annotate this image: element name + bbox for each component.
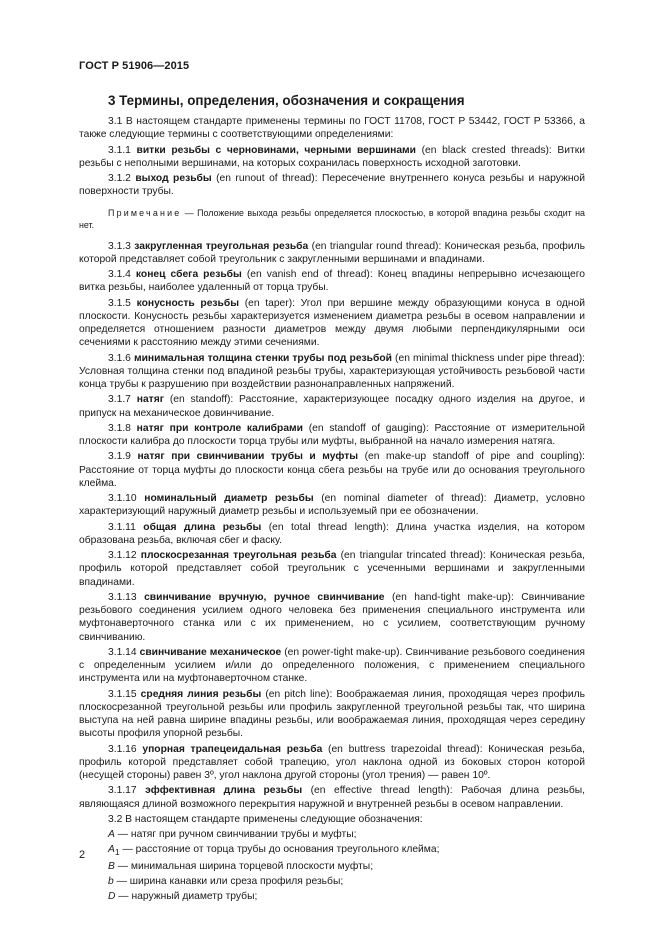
term-name: конец сбега резьбы	[135, 269, 242, 280]
term-number: 3.1.7	[108, 394, 137, 406]
term-entry	[79, 492, 585, 519]
term-definition: (en taper): Угол при вершине между образующими конуса в одной плоскости. Конусность резьбы характеризуется изменением диаметра резьбы в осевом направлении и определяется отношением разности диаметров между двумя любыми перпендикулярными оси сечениями к расстоянию между этими сечениями.	[79, 297, 585, 349]
term-number: 3.1.9	[108, 451, 138, 463]
term-number: 3.1.8	[108, 422, 137, 434]
term-name: витки резьбы с черновинами, черными вершинами	[136, 144, 417, 156]
term-name: средняя линия резьбы	[140, 688, 262, 700]
term-definition: (en nominal diameter of thread): Диаметр, условно характеризующий наружный диаметр резьбы и используемый при ее обозначении.	[79, 493, 585, 518]
term-number: 3.1.13	[108, 591, 145, 603]
note-label: Примечание	[108, 207, 182, 218]
term-definition: (en standoff): Расстояние, характеризующее посадку одного изделия на другое, и припуск на механическое довинчивание.	[79, 394, 585, 419]
term-number: 3.1.11	[108, 521, 144, 533]
term-entry	[79, 549, 585, 589]
terms-group-b	[79, 240, 585, 811]
symbol-description: — минимальная ширина торцевой плоскости муфты;	[114, 861, 374, 873]
symbol-description: — натяг при ручном свинчивании трубы и муфты;	[114, 829, 357, 840]
term-definition: (en make-up standoff of pipe and coupling): Расстояние от торца муфты до плоскости конца сбега резьбы на трубе или до основания треугольного клейма.	[79, 451, 585, 489]
term-number: 3.1.16	[108, 743, 143, 755]
term-name: натяг при контроле калибрами	[136, 422, 304, 434]
term-entry	[79, 352, 585, 392]
term-name: общая длина резьбы	[143, 521, 262, 533]
term-number: 3.1.5	[108, 297, 137, 309]
term-name: свинчивание механическое	[139, 646, 282, 658]
terms-group-a	[79, 144, 585, 199]
term-number: 3.1.4	[108, 269, 136, 280]
term-name: номинальный диаметр резьбы	[144, 493, 314, 504]
term-name: натяг	[136, 394, 165, 406]
term-entry	[79, 591, 585, 644]
term-entry	[79, 240, 585, 267]
term-name: минимальная толщина стенки трубы под резьбой	[133, 352, 392, 364]
intro-paragraph: 3.1 В настоящем стандарте применены термины по ГОСТ 11708, ГОСТ Р 53442, ГОСТ Р 53366, а также следующие термины с соответствующими определениями:	[79, 116, 585, 141]
term-name: закругленная треугольная резьба	[134, 240, 309, 252]
term-number: 3.1.14	[108, 646, 140, 658]
symbol-description: — расстояние от торца трубы до основания треугольного клейма;	[119, 843, 440, 855]
symbol-letter: b	[108, 875, 114, 887]
term-name: натяг при свинчивании трубы и муфты	[137, 451, 359, 463]
term-name: свинчивание вручную, ручное свинчивание	[144, 591, 385, 603]
term-number: 3.1.3	[108, 240, 135, 252]
term-number: 3.1.17	[108, 785, 146, 797]
term-number: 3.1.1	[108, 144, 137, 156]
note-paragraph	[79, 207, 585, 231]
term-name: конусность резьбы	[136, 297, 240, 309]
term-definition: (en vanish end of thread): Конец впадины непрерывно исчезающего витка резьбы, наиболее удаленный от торца трубы.	[79, 269, 585, 294]
term-definition: (en minimal thickness under pipe thread): Условная толщина стенки под впадиной резьбы трубы, характеризующая устойчивость резьбовой части конца трубы к разрушению при воздействии разнонаправленных напряжений.	[79, 352, 585, 390]
term-number: 3.1.10	[108, 493, 145, 504]
term-entry	[79, 521, 585, 548]
term-definition: (en triangular round thread): Коническая резьба, профиль которой представляет собой треугольник с закругленными вершинами и впадинами.	[79, 240, 586, 265]
term-number: 3.1.15	[108, 688, 141, 700]
note-text: — Положение выхода резьбы определяется плоскостью, в которой впадина резьбы сходит на нет.	[79, 207, 585, 230]
symbol-item	[79, 875, 585, 888]
symbol-letter: A	[108, 829, 115, 840]
document-body	[79, 115, 585, 904]
term-number: 3.1.2	[108, 173, 136, 184]
term-definition: (en hand-tight make-up): Свинчивание резьбового соединения усилием одного человека без применения специального инструмента или муфтонаверточного станка или с их применением, но с усилием, соответствующим ручному свинчиванию.	[79, 591, 585, 643]
symbol-item	[79, 828, 585, 841]
term-entry	[79, 688, 585, 741]
term-definition: (en pitch line): Воображаемая линия, проходящая через профиль плоскосрезанной треугольной резьбы или профиль закругленной треугольной резьбы так, что ширина выступа на ней равна ширине впадины резьбы, или воображаемая линия, проходящая через середину высоты профиля упорной резьбы.	[79, 688, 585, 740]
term-entry	[79, 743, 585, 783]
symbols-intro: 3.2 В настоящем стандарте применены следующие обозначения:	[108, 813, 423, 825]
term-entry	[79, 268, 585, 295]
term-number: 3.1.6	[108, 352, 134, 364]
term-definition: (en triangular trincated thread): Коническая резьба, профиль которой представляет собой треугольник с усеченными вершинами и закругленными впадинами.	[79, 550, 585, 588]
symbol-letter: D	[108, 890, 116, 902]
symbol-item	[79, 843, 585, 859]
term-name: выход резьбы	[135, 173, 212, 184]
term-entry	[79, 144, 585, 171]
term-definition: (en total thread length): Длина участка изделия, на котором образована резьба, включая сбег и фаску.	[79, 521, 585, 546]
term-definition: (en effective thread length): Рабочая длина резьбы, являющаяся длиной возможного перекрытия наружной и внутренней резьбы в осевом направлении.	[79, 785, 585, 810]
symbol-subscript: 1	[114, 846, 120, 857]
term-entry	[79, 172, 585, 199]
term-definition: (en standoff of gauging): Расстояние от измерительной плоскости калибра до плоскости торца трубы или муфты, выбранной на начало измерения натяга.	[79, 422, 586, 447]
page-number: 2	[79, 849, 86, 861]
section-title: 3 Термины, определения, обозначения и сокращения	[108, 93, 465, 108]
term-entry	[79, 784, 585, 811]
term-name: плоскосрезанная треугольная резьба	[140, 550, 337, 561]
document-header: ГОСТ Р 51906—2015	[79, 60, 190, 72]
term-entry	[79, 646, 585, 686]
term-entry	[79, 450, 585, 490]
symbol-item	[79, 860, 585, 873]
term-definition: (en buttress trapezoidal thread): Коническая резьба, профиль которой представляет собой трапецию, угол наклона одной из боковых сторон которой (несущей стороны) равен 3º, угол наклона другой стороны (угол трения) — равен 10º.	[79, 743, 585, 781]
symbol-item	[79, 890, 585, 903]
term-name: эффективная длина резьбы	[145, 785, 303, 797]
term-definition: (en black crested threads): Витки резьбы с неполными вершинами, на которых сохранилась поверхность исходной заготовки.	[79, 144, 585, 169]
symbols-list	[79, 828, 585, 903]
term-entry	[79, 422, 585, 449]
term-entry	[79, 297, 585, 350]
term-number: 3.1.12	[108, 550, 141, 561]
symbol-letter: A	[108, 843, 115, 855]
symbol-description: — ширина канавки или среза профиля резьбы;	[113, 875, 344, 887]
term-definition: (en runout of thread): Пересечение внутреннего конуса резьбы и наружной поверхности трубы.	[79, 173, 586, 198]
symbol-letter: B	[108, 861, 115, 873]
term-entry	[79, 393, 585, 420]
symbol-description: — наружный диаметр трубы;	[115, 890, 258, 902]
term-definition: (en power-tight make-up). Свинчивание резьбового соединения с определенным усилием и/или до определенного положения, с применением специального инструмента или на муфтонаверточном станке.	[79, 646, 585, 685]
term-name: упорная трапецеидальная резьба	[142, 743, 323, 755]
